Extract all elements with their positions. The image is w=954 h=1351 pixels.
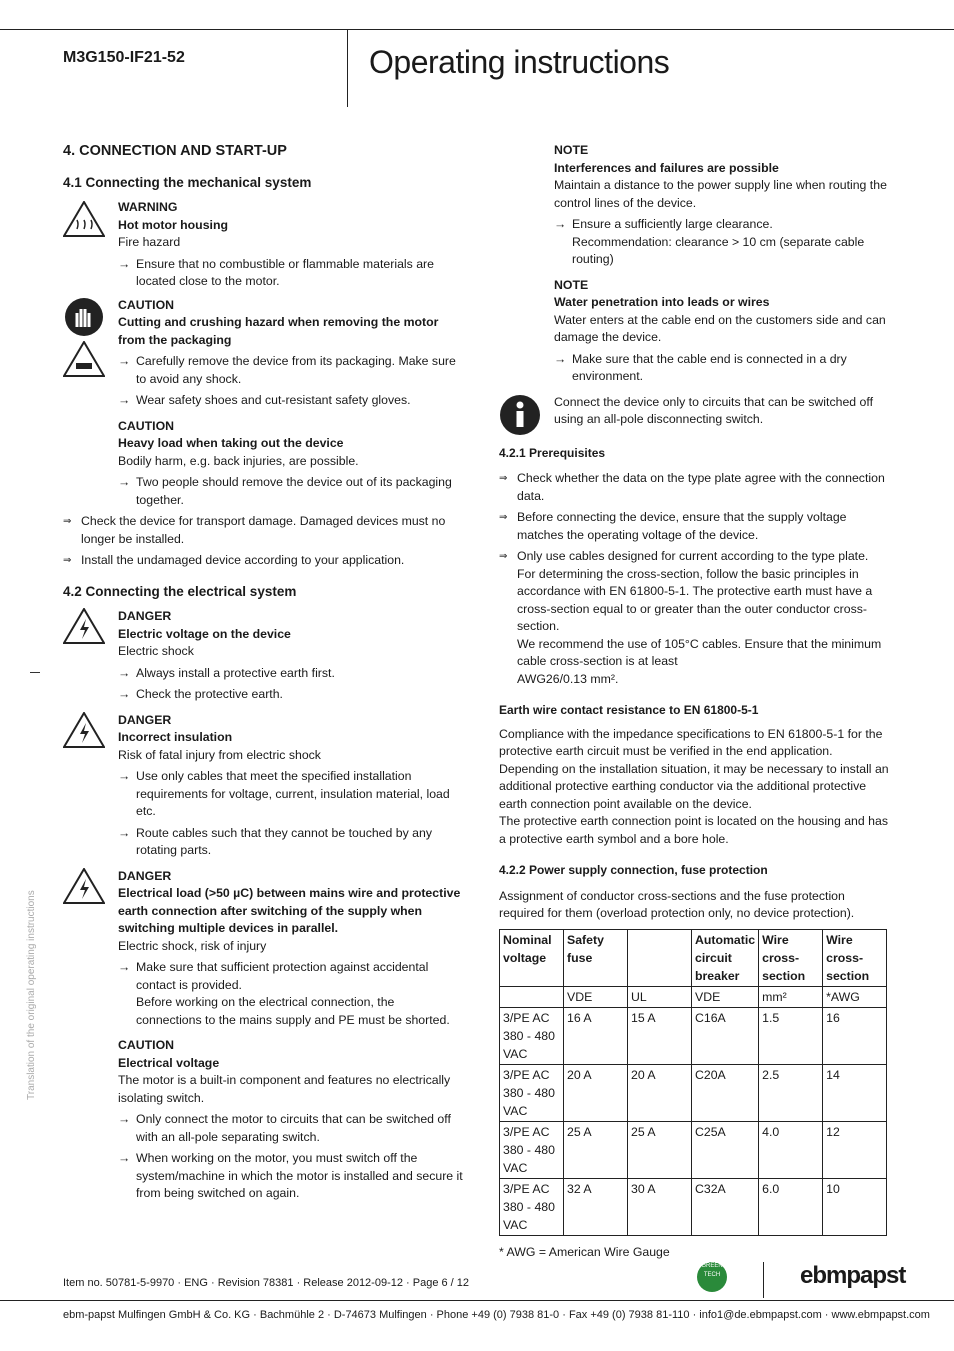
caution-heading: Cutting and crushing hazard when removing the motor from the packaging	[118, 315, 439, 347]
action-item: → Make sure that the cable end is connected in a dry environment.	[554, 351, 889, 386]
header-divider	[347, 29, 348, 107]
ebmpapst-logo: ebmpapst	[800, 1262, 906, 1289]
danger-block	[63, 712, 463, 860]
danger-type: DANGER	[118, 712, 172, 727]
bullet-text: AWG26/0.13 mm².	[517, 671, 619, 686]
bullet-text: We recommend the use of 105°C cables. Ensure that the minimum cable cross-section is at least	[517, 636, 882, 668]
info-block	[499, 394, 889, 429]
footer-divider	[763, 1262, 764, 1298]
model-number: M3G150-IF21-52	[63, 49, 185, 66]
left-column	[63, 143, 463, 1203]
table-cell: 3/PE AC 380 - 480 VAC	[500, 1007, 564, 1064]
company-info: ebm-papst Mulfingen GmbH & Co. KG · Bachmühle 2 · D-74673 Mulfingen · Phone +49 (0) 7938 81-0 · Fax +49 (0) 7938 81-110 · info1@de.ebmpapst.com · www.ebmpapst.com	[63, 1309, 930, 1321]
right-column	[499, 142, 889, 1261]
danger-desc: Electric shock	[118, 644, 194, 658]
table-cell: C25A	[692, 1121, 759, 1178]
danger-type: DANGER	[118, 868, 172, 883]
table-cell: 14	[823, 1064, 887, 1121]
earth-heading: Earth wire contact resistance to EN 61800-5-1	[499, 703, 759, 717]
action-item: → Only connect the motor to circuits that can be switched off with an all-pole separating switch.	[118, 1111, 463, 1146]
bullet-item: ⇒ Before connecting the device, ensure that the supply voltage matches the operating voltage of the device.	[499, 509, 889, 544]
table-cell: 20 A	[628, 1064, 692, 1121]
mech-heading: 4.1 Connecting the mechanical system	[63, 174, 312, 190]
caution-type: CAUTION	[118, 1038, 175, 1052]
action-item	[118, 959, 463, 1029]
action-item: → Wear safety shoes and cut-resistant safety gloves.	[118, 392, 463, 410]
warning-block	[63, 199, 463, 291]
table-cell: C16A	[692, 1007, 759, 1064]
table-row	[500, 1007, 887, 1064]
crush-hazard-icon	[63, 341, 105, 377]
table-header-cell: Nominal voltage	[500, 929, 564, 986]
bullet-text: For determining the cross-section, follow the basic principles in accordance with EN 61800-5-1. The protective earth must have a cross-section equal to or greater than the outer conductor cross-section.	[517, 566, 873, 633]
table-cell: 3/PE AC 380 - 480 VAC	[500, 1178, 564, 1235]
caution-desc: The motor is a built-in component and features no electrically isolating switch.	[118, 1073, 451, 1105]
table-cell: *AWG	[823, 986, 887, 1007]
bullet-text: ⇒ Only use cables designed for current according to the type plate.	[517, 549, 869, 563]
table-cell: 16	[823, 1007, 887, 1064]
table-cell: VDE	[692, 986, 759, 1007]
table-cell: 30 A	[628, 1178, 692, 1235]
table-cell: 16 A	[564, 1007, 628, 1064]
table-header-cell: Wire cross-section	[759, 929, 823, 986]
table-cell: 3/PE AC 380 - 480 VAC	[500, 1064, 564, 1121]
action-text: Recommendation: clearance > 10 cm (separate cable routing)	[572, 234, 865, 266]
table-cell: C32A	[692, 1178, 759, 1235]
warning-heading: Hot motor housing	[118, 217, 228, 232]
caution-block	[63, 418, 463, 510]
footer-rule	[0, 1300, 954, 1301]
action-item: → When working on the motor, you must switch off the system/machine in which the motor is installed and secure it from being switched on again.	[118, 1150, 463, 1203]
table-cell: 4.0	[759, 1121, 823, 1178]
fuse-table	[499, 929, 887, 1236]
electric-shock-icon	[63, 712, 105, 748]
table-cell: 1.5	[759, 1007, 823, 1064]
action-text: → Make sure that sufficient protection against accidental contact is provided.	[136, 960, 429, 992]
greentech-label: GREEN TECH	[701, 1263, 723, 1278]
table-cell: VDE	[564, 986, 628, 1007]
power-para: Assignment of conductor cross-sections and the fuse protection required for them (overload protection only, no device protection).	[499, 888, 855, 920]
warning-desc: Fire hazard	[118, 235, 181, 249]
table-cell	[500, 986, 564, 1007]
table-cell: 15 A	[628, 1007, 692, 1064]
table-cell: 6.0	[759, 1178, 823, 1235]
margin-mark	[30, 672, 40, 673]
table-header-cell	[628, 929, 692, 986]
danger-desc: Risk of fatal injury from electric shock	[118, 747, 321, 762]
note-heading: Water penetration into leads or wires	[554, 295, 770, 309]
bullet-item: ⇒ Check the device for transport damage. Damaged devices must no longer be installed.	[63, 513, 463, 548]
greentech-logo	[697, 1262, 727, 1292]
header-top-rule	[0, 29, 954, 30]
table-cell: 20 A	[564, 1064, 628, 1121]
electric-shock-icon	[63, 868, 105, 904]
caution-desc: Bodily harm, e.g. back injuries, are possible.	[118, 453, 359, 468]
earth-para: The protective earth connection point is located on the housing and has a protective earth symbol and a bore hole.	[499, 814, 888, 846]
earth-para: Depending on the installation situation, it may be necessary to install an additional protective earthing conductor via the additional protective earth connection point available on the device.	[499, 761, 889, 811]
note-desc: Maintain a distance to the power supply line when routing the control lines of the device.	[554, 178, 887, 210]
danger-type: DANGER	[118, 609, 172, 623]
action-item: → Route cables such that they cannot be touched by any rotating parts.	[118, 825, 463, 860]
danger-desc: Electric shock, risk of injury	[118, 938, 267, 953]
caution-type: CAUTION	[118, 297, 175, 312]
action-text: → Ensure a sufficiently large clearance.	[572, 217, 773, 231]
table-row	[500, 1178, 887, 1235]
bullet-item	[499, 548, 889, 688]
table-row	[500, 1121, 887, 1178]
action-item: → Ensure that no combustible or flammable materials are located close to the motor.	[118, 256, 463, 291]
gloves-icon	[63, 297, 105, 337]
earth-para: Compliance with the impedance specifications to EN 61800-5-1 for the protective earth circuit must be verified in the end application.	[499, 726, 883, 758]
table-cell: 10	[823, 1178, 887, 1235]
table-cell: UL	[628, 986, 692, 1007]
table-header-cell: Wire cross-section	[823, 929, 887, 986]
danger-heading: Incorrect insulation	[118, 730, 233, 744]
danger-heading: Electric voltage on the device	[118, 626, 291, 641]
danger-block	[63, 608, 463, 704]
caution-type: CAUTION	[118, 418, 175, 433]
awg-footnote: * AWG = American Wire Gauge	[499, 1244, 670, 1259]
table-row	[500, 1064, 887, 1121]
sidebar-note: Translation of the original operating instructions	[26, 890, 37, 1100]
table-cell: mm²	[759, 986, 823, 1007]
caution-block	[63, 1037, 463, 1203]
hot-surface-icon	[63, 201, 105, 237]
danger-heading: Electrical load (>50 µC) between mains wire and protective earth connection after switching of the supply when switching multiple devices in parallel.	[118, 886, 461, 935]
power-heading: 4.2.2 Power supply connection, fuse protection	[499, 863, 768, 877]
table-cell: 3/PE AC 380 - 480 VAC	[500, 1121, 564, 1178]
caution-heading: Electrical voltage	[118, 1055, 220, 1070]
table-cell: 25 A	[564, 1121, 628, 1178]
action-item	[554, 216, 889, 269]
item-info: Item no. 50781-5-9970 · ENG · Revision 78381 · Release 2012-09-12 · Page 6 / 12	[63, 1277, 470, 1289]
table-header-cell: Safety fuse	[564, 929, 628, 986]
action-text: Before working on the electrical connection, the connections to the mains supply and PE must be shorted.	[136, 995, 450, 1027]
action-item: → Check the protective earth.	[118, 686, 463, 704]
caution-block	[63, 297, 463, 410]
table-header-row	[500, 929, 887, 986]
table-units-row	[500, 986, 887, 1007]
action-item: → Carefully remove the device from its packaging. Make sure to avoid any shock.	[118, 353, 463, 388]
note-type: NOTE	[554, 277, 589, 292]
note-block	[554, 277, 889, 386]
section-heading: 4. CONNECTION AND START-UP	[63, 143, 287, 159]
note-type: NOTE	[554, 143, 589, 157]
note-block	[554, 142, 889, 269]
table-header-cell: Automatic circuit breaker	[692, 929, 759, 986]
caution-heading: Heavy load when taking out the device	[118, 436, 344, 450]
elec-heading: 4.2 Connecting the electrical system	[63, 583, 297, 599]
table-cell: 25 A	[628, 1121, 692, 1178]
table-cell: C20A	[692, 1064, 759, 1121]
warning-type: WARNING	[118, 200, 178, 214]
bullet-item: ⇒ Check whether the data on the type plate agree with the connection data.	[499, 470, 889, 505]
danger-block	[63, 868, 463, 1030]
note-heading: Interferences and failures are possible	[554, 160, 779, 175]
action-item: → Use only cables that meet the specified installation requirements for voltage, current, insulation material, load etc.	[118, 768, 463, 821]
bullet-item: ⇒ Install the undamaged device according to your application.	[63, 552, 463, 570]
page-title: Operating instructions	[369, 44, 670, 80]
info-text: Connect the device only to circuits that can be switched off using an all-pole disconnecting switch.	[554, 394, 873, 426]
info-icon	[499, 394, 541, 436]
table-cell: 32 A	[564, 1178, 628, 1235]
table-cell: 12	[823, 1121, 887, 1178]
electric-shock-icon	[63, 608, 105, 644]
table-cell: 2.5	[759, 1064, 823, 1121]
prereq-heading: 4.2.1 Prerequisites	[499, 445, 606, 460]
action-item: → Always install a protective earth first.	[118, 665, 463, 683]
note-desc: Water enters at the cable end on the customers side and can damage the device.	[554, 312, 886, 344]
action-item: → Two people should remove the device out of its packaging together.	[118, 474, 463, 509]
